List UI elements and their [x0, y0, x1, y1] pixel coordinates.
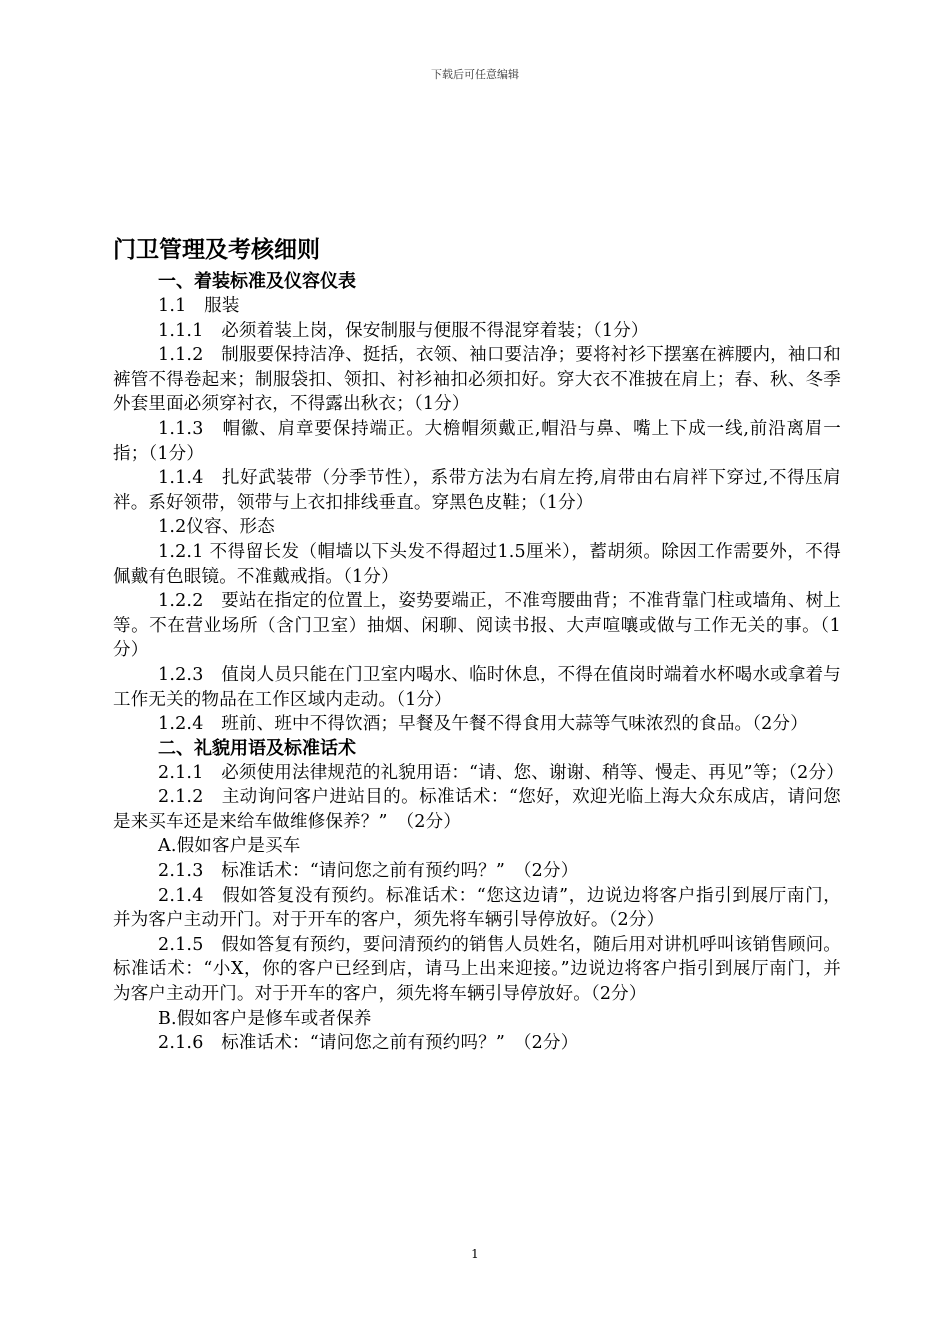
- paragraph: 1.2.3 值岗人员只能在门卫室内喝水、临时休息，不得在值岗时端着水杯喝水或拿着与工作无关的物品在工作区域内走动。（1分）: [113, 664, 841, 710]
- page-number: 1: [471, 1247, 479, 1261]
- paragraph: 1.2.1 不得留长发（帽墙以下头发不得超过1.5厘米），蓄胡须。除因工作需要外，不得佩戴有色眼镜。不准戴戒指。（1分）: [113, 541, 841, 587]
- paragraph: B.假如客户是修车或者保养: [158, 1008, 372, 1029]
- header-note: 下载后可任意编辑: [431, 68, 519, 81]
- paragraph: 1.1.4 扎好武装带（分季节性），系带方法为右肩左挎,肩带由右肩袢下穿过,不得压肩袢。系好领带，领带与上衣扣排线垂直。穿黑色皮鞋；（1分）: [113, 468, 841, 513]
- paragraph: 1.2仪容、形态: [158, 517, 275, 538]
- paragraph: 1.1 服装: [158, 296, 240, 316]
- paragraph: 1.1.2 制服要保持洁净、挺括，衣领、袖口要洁净；要将衬衫下摆塞在裤腰内，袖口和裤管不得卷起来；制服袋扣、领扣、衬衫袖扣必须扣好。穿大衣不准披在肩上；春、秋、冬季外套里面必须穿衬衣，不得露出秋衣；（1分）: [113, 345, 841, 415]
- section-heading: 二、礼貌用语及标准话术: [158, 737, 356, 759]
- paragraph: A.假如客户是买车: [158, 836, 301, 857]
- paragraph: 1.1.3 帽徽、肩章要保持端正。大檐帽须戴正,帽沿与鼻、嘴上下成一线,前沿离眉一指；（1分）: [113, 418, 841, 464]
- document-title: 门卫管理及考核细则: [113, 237, 320, 263]
- document-body: [113, 234, 844, 1056]
- paragraph: 1.2.2 要站在指定的位置上，姿势要端正，不准弯腰曲背；不准背靠门柱或墙角、树上等。不在营业场所（含门卫室）抽烟、闲聊、阅读书报、大声喧嚷或做与工作无关的事。（1分）: [113, 591, 841, 661]
- paragraph: 1.2.4 班前、班中不得饮酒；早餐及午餐不得食用大蒜等气味浓烈的食品。（2分）: [158, 714, 808, 735]
- paragraph: 2.1.4 假如答复没有预约。标准话术：“您这边请”，边说边将客户指引到展厅南门，并为客户主动开门。对于开车的客户，须先将车辆引导停放好。（2分）: [113, 885, 841, 931]
- paragraph: 2.1.2 主动询问客户进站目的。标准话术：“您好，欢迎光临上海大众东成店，请问您是来买车还是来给车做维修保养？” （2分）: [113, 787, 841, 832]
- paragraph: 2.1.1 必须使用法律规范的礼貌用语：“请、您、谢谢、稍等、慢走、再见”等；（2分）: [158, 762, 844, 783]
- paragraph: 2.1.5 假如答复有预约，要问清预约的销售人员姓名，随后用对讲机呼叫该销售顾问。标准话术：“小X，你的客户已经到店，请马上出来迎接。”边说边将客户指引到展厅南门，并为客户主动开门。对于开车的客户，须先将车辆引导停放好。（2分）: [113, 934, 841, 1005]
- paragraph: 2.1.6 标准话术：“请问您之前有预约吗？” （2分）: [158, 1033, 579, 1054]
- paragraph: 1.1.1 必须着装上岗，保安制服与便服不得混穿着装；（1分）: [158, 320, 649, 341]
- paragraph: 2.1.3 标准话术：“请问您之前有预约吗？” （2分）: [158, 861, 579, 882]
- section-heading: 一、着装标准及仪容仪表: [158, 271, 356, 292]
